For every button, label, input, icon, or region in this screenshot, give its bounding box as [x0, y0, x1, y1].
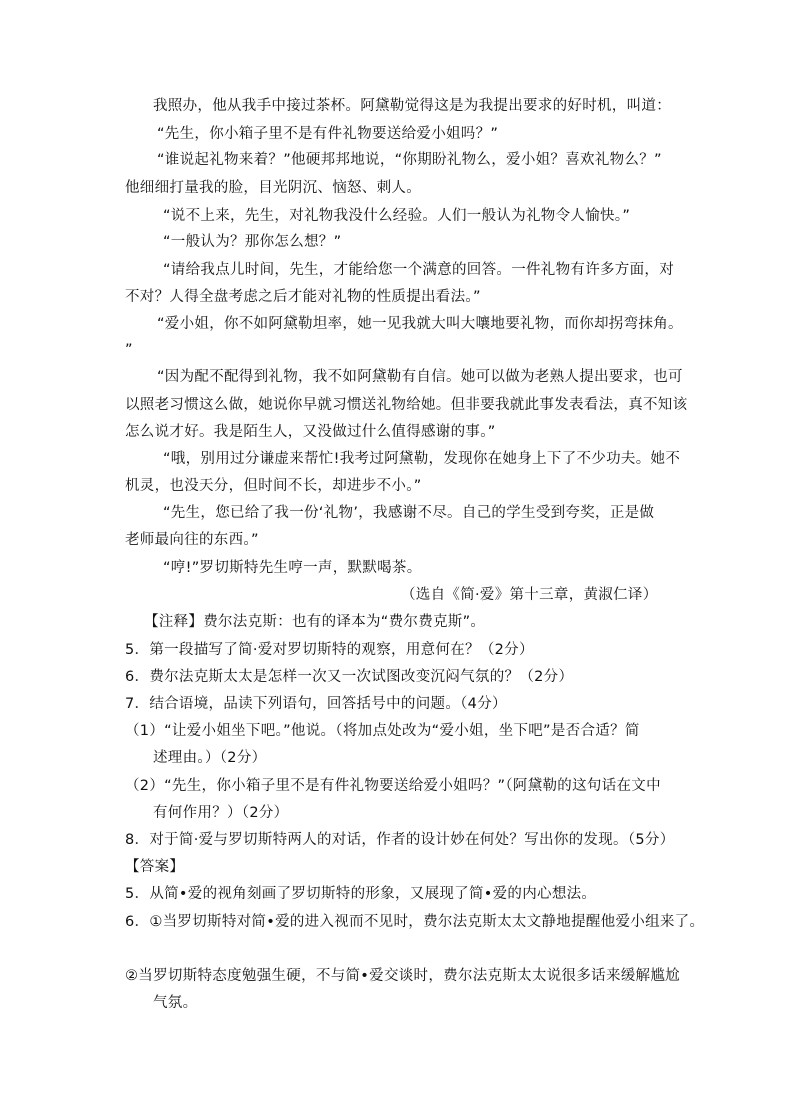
question-7-2-cont: 有何作用？）（2分）	[153, 805, 289, 821]
text-line: 以照老习惯这么做，她说你早就习惯送礼物给她。但非要我就此事发表看法，真不知该	[125, 397, 688, 413]
answer-6-1: 6．①当罗切斯特对简•爱的进入视而不见时，费尔法克斯太太文静地提醒他爱小组来了。	[125, 914, 705, 930]
text-line: 他细细打量我的脸，目光阴沉、恼怒、刺人。	[125, 180, 421, 196]
source-citation: （选自《简·爱》第十三章，黄淑仁译）	[401, 587, 658, 603]
question-7: 7．结合语境，品读下列语句，回答括号中的问题。（4分）	[125, 696, 507, 712]
answer-6-2-cont: 气氛。	[153, 995, 198, 1011]
text-line: “谁说起礼物来着？”他硬邦邦地说，“你期盼礼物么，爱小姐？喜欢礼物么？”	[157, 152, 662, 168]
question-5: 5．第一段描写了简·爱对罗切斯特的观察，用意何在？（2分）	[125, 642, 534, 658]
text-line: 老师最向往的东西。”	[125, 532, 259, 548]
question-7-1-cont: 述理由。）（2分）	[153, 750, 267, 766]
text-line: “一般认为？那你怎么想？”	[163, 234, 342, 250]
text-line: 不对？人得全盘考虑之后才能对礼物的性质提出看法。”	[125, 289, 481, 305]
answer-heading: 【答案】	[125, 859, 185, 875]
question-8: 8．对于简·爱与罗切斯特两人的对话，作者的设计妙在何处？写出你的发现。（5分）	[125, 832, 675, 848]
text-line: 我照办，他从我手中接过茶杯。阿黛勒觉得这是为我提出要求的好时机，叫道：	[153, 98, 671, 114]
text-line: ”	[125, 342, 133, 358]
text-line: “先生，你小箱子里不是有件礼物要送给爱小姐吗？”	[157, 126, 499, 142]
text-line: 机灵，也没天分，但时间不长，却进步不小。”	[125, 478, 422, 494]
text-line: “哼!”罗切斯特先生哼一声，默默喝茶。	[163, 560, 422, 576]
text-line: “说不上来，先生，对礼物我没什么经验。人们一般认为礼物令人愉快。”	[163, 208, 631, 224]
text-line: “请给我点儿时间，先生，才能给您一个满意的回答。一件礼物有许多方面，对	[163, 262, 675, 278]
text-line: “哦，别用过分谦虚来帮忙!我考过阿黛勒，发现你在她身上下了不少功夫。她不	[163, 451, 681, 467]
text-line: 怎么说才好。我是陌生人，又没做过什么值得感谢的事。”	[125, 424, 496, 440]
answer-5: 5．从简•爱的视角刻画了罗切斯特的形象，又展现了简•爱的内心想法。	[125, 886, 597, 902]
text-line: “先生，您已给了我一份‘礼物’，我感谢不尽。自己的学生受到夸奖，正是做	[163, 505, 655, 521]
answer-6-2: ②当罗切斯特态度勉强生硬，不与简•爱交谈时，费尔法克斯太太说很多话来缓解尴尬	[125, 968, 680, 984]
text-line: “爱小姐，你不如阿黛勒坦率，她一见我就大叫大嚷地要礼物，而你却拐弯抹角。	[157, 316, 683, 332]
question-7-2: （2）“先生，你小箱子里不是有件礼物要送给爱小姐吗？”（阿黛勒的这句话在文中	[125, 778, 661, 794]
question-7-1: （1）“让爱小姐坐下吧。”他说。（将加点处改为“爱小姐，坐下吧”是否合适？简	[125, 723, 640, 739]
annotation-note: 【注释】费尔法克斯：也有的译本为“费尔费克斯”。	[144, 614, 486, 630]
text-line: “因为配不配得到礼物，我不如阿黛勒有自信。她可以做为老熟人提出要求，也可	[157, 369, 683, 385]
question-6: 6．费尔法克斯太太是怎样一次又一次试图改变沉闷气氛的？（2分）	[125, 669, 574, 685]
